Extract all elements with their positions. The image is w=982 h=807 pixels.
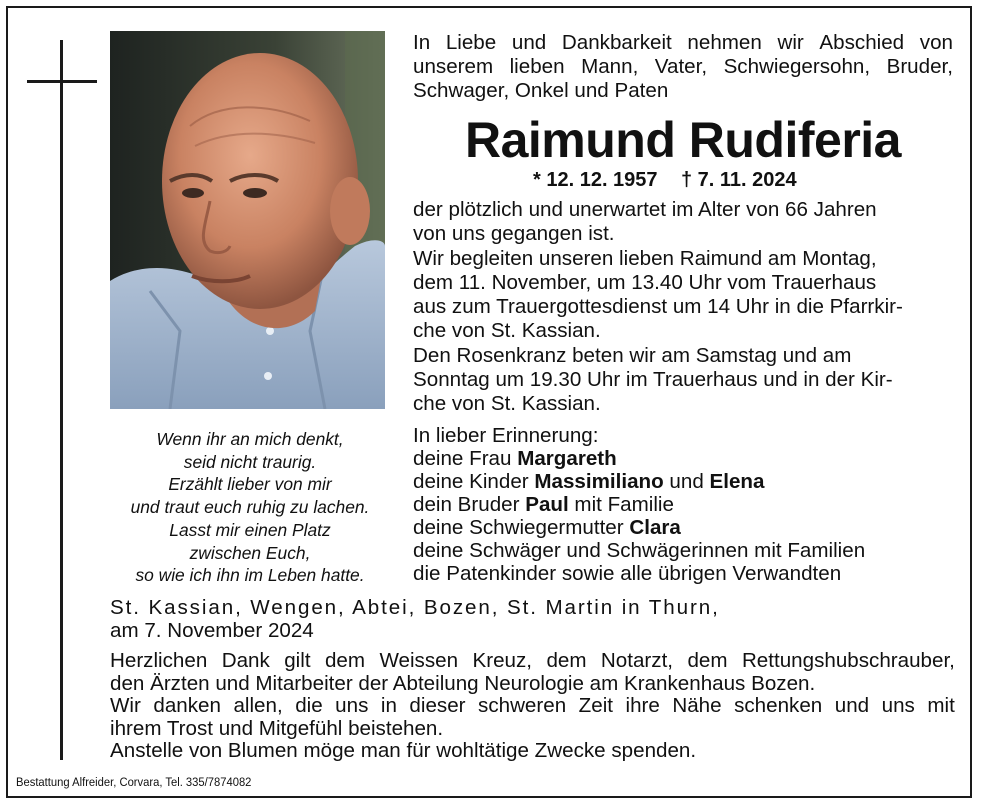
mourner-name: Paul	[525, 493, 569, 516]
mourners-list	[413, 424, 953, 585]
thanks-line: den Ärzten und Mitarbeiter der Abteilung Neurologie am Krankenhaus Bozen.	[110, 671, 816, 695]
birth-date: * 12. 12. 1957	[533, 169, 658, 191]
paragraph-funeral	[413, 247, 953, 343]
place-date	[110, 597, 955, 642]
portrait-photo	[110, 31, 385, 409]
mourner-name: Clara	[629, 516, 681, 539]
mourner-line: deine Frau Margareth	[413, 447, 617, 470]
death-date: † 7. 11. 2024	[681, 169, 797, 191]
thanks-text	[110, 650, 955, 763]
poem-line: und traut euch ruhig zu lachen.	[130, 497, 370, 518]
paragraph-line: aus zum Trauergottesdienst um 14 Uhr in die Pfarrkir-	[413, 295, 903, 318]
mourners-heading: In lieber Erinnerung:	[413, 424, 599, 447]
intro-text	[413, 31, 953, 103]
paragraph-line: Den Rosenkranz beten wir am Samstag und am	[413, 344, 852, 367]
poem-line: so wie ich ihn im Leben hatte.	[135, 565, 365, 586]
mourner-line: deine Kinder Massimiliano und Elena	[413, 470, 765, 493]
date-line: am 7. November 2024	[110, 618, 314, 642]
paragraph-rosary	[413, 344, 953, 416]
paragraph-line: Sonntag um 19.30 Uhr im Trauerhaus und in der Kir-	[413, 368, 893, 391]
paragraph-line: che von St. Kassian.	[413, 392, 601, 415]
place-line: St. Kassian, Wengen, Abtei, Bozen, St. Martin in Thurn,	[110, 596, 720, 619]
mourner-name: Elena	[709, 470, 765, 493]
poem-line: Erzählt lieber von mir	[168, 474, 332, 495]
thanks-line: ihrem Trost und Mitgefühl beistehen.	[110, 716, 444, 740]
paragraph-line: Wir begleiten unseren lieben Raimund am Montag,	[413, 247, 877, 270]
cross-symbol-horizontal	[27, 80, 97, 83]
thanks-line: Wir danken allen, die uns in dieser schweren Zeit ihre Nähe schenken und uns mit	[110, 694, 955, 717]
mourner-line: deine Schwiegermutter Clara	[413, 516, 681, 539]
funeral-home-footer: Bestattung Alfreider, Corvara, Tel. 335/7874082	[16, 775, 252, 789]
mourner-name: Margareth	[517, 447, 617, 470]
intro-line: In Liebe und Dankbarkeit nehmen wir Abschied von	[413, 31, 953, 54]
intro-line: unserem lieben Mann, Vater, Schwiegersohn, Bruder,	[413, 55, 953, 78]
mourner-line: deine Schwäger und Schwägerinnen mit Familien	[413, 539, 866, 562]
poem-line: seid nicht traurig.	[183, 451, 317, 472]
memorial-poem	[108, 428, 392, 587]
mourner-name: Massimiliano	[534, 470, 664, 493]
poem-line: Wenn ihr an mich denkt,	[156, 429, 344, 449]
cross-symbol-vertical	[60, 40, 63, 760]
paragraph-line: der plötzlich und unerwartet im Alter von 66 Jahren	[413, 198, 877, 221]
paragraph-line: von uns gegangen ist.	[413, 222, 615, 245]
paragraph-passing	[413, 198, 953, 246]
poem-line: Lasst mir einen Platz	[169, 519, 331, 540]
deceased-name: Raimund Rudiferia	[465, 112, 901, 168]
paragraph-line: dem 11. November, um 13.40 Uhr vom Trauerhaus	[413, 271, 877, 294]
intro-line: Schwager, Onkel und Paten	[413, 79, 669, 102]
mourner-line: dein Bruder Paul mit Familie	[413, 493, 674, 516]
thanks-line: Herzlichen Dank gilt dem Weissen Kreuz, dem Notarzt, dem Rettungshubschrauber,	[110, 649, 955, 672]
paragraph-line: che von St. Kassian.	[413, 319, 601, 342]
thanks-line: Anstelle von Blumen möge man für wohltätige Zwecke spenden.	[110, 739, 697, 762]
poem-line: zwischen Euch,	[189, 542, 311, 563]
mourner-line: die Patenkinder sowie alle übrigen Verwandten	[413, 562, 842, 585]
